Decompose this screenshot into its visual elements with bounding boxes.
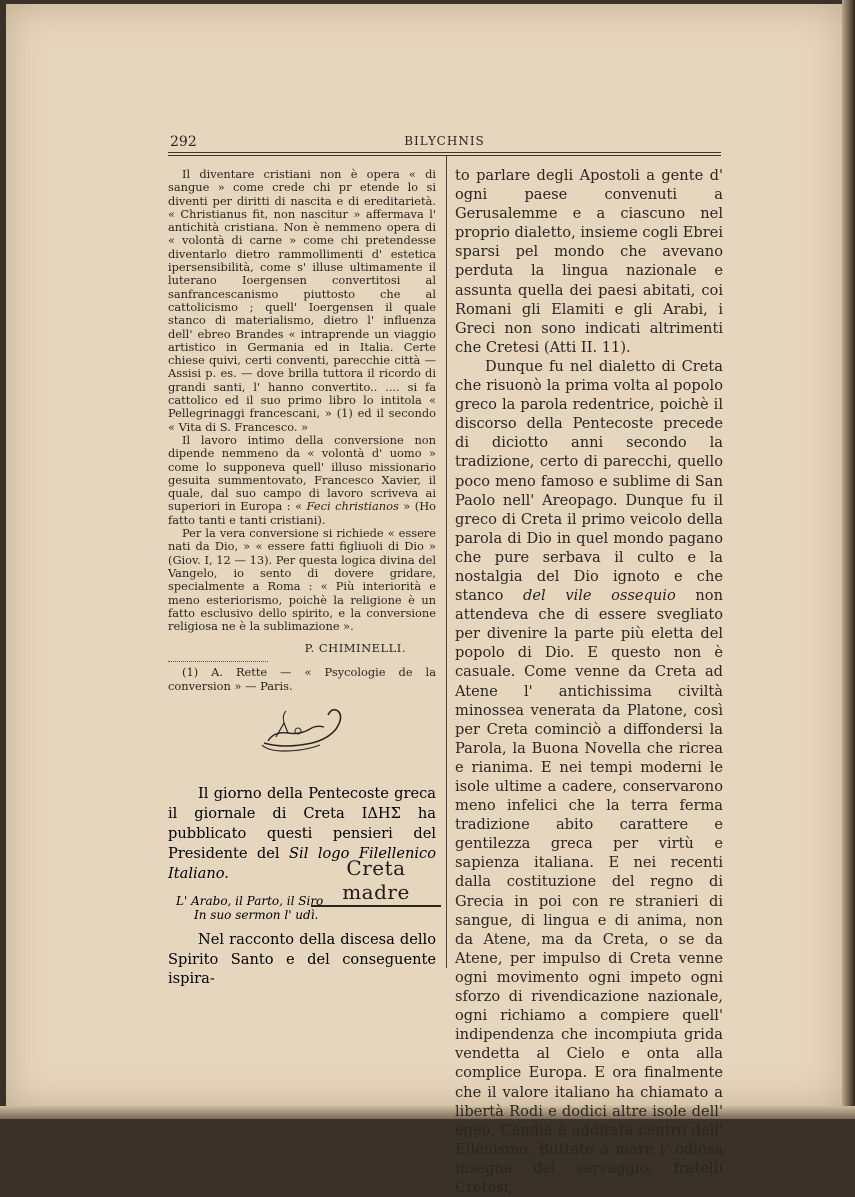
page-edge-right [842, 0, 855, 1119]
article-opening: Nel racconto della discesa dello Spirito Santo e del conseguente ispira- [168, 931, 436, 987]
italic-phrase: Feci christianos [306, 499, 399, 514]
right-paragraph-1: to parlare degli Apostoli a gente d' ogni paese convenuti a Gerusalemme e a ciascuno nel proprio dialetto, insieme cogli Ebrei sparsi pel mondo che avevano perduta la lingua nazionale e assunta quella dei paesi abitati, coi Romani gli Elamiti e gli Arabi, i Greci non sono indicati altrimenti che Cretesi (Atti II. 11). [455, 167, 723, 356]
running-header [168, 130, 721, 150]
journal-title: BILYCHNIS [404, 134, 485, 148]
oil-lamp-ornament [254, 705, 350, 755]
epigraph: L' Arabo, il Parto, il Siro In suo sermon l' udì. [176, 894, 324, 922]
left-column [168, 168, 436, 755]
right-column [455, 166, 723, 1197]
author-signature: P. CHIMINELLI. [304, 641, 406, 656]
footnote: (1) A. Rette — « Psycologie de la conversion » — Paris. [168, 665, 436, 693]
left-paragraph-3: Per la vera conversione si richiede « essere nati da Dio, » « essere fatti figliuoli di Dio » (Giov. I, 12 — 13). Per questa logica divina del Vangelo, io sento di dovere gridare, specialmente a Roma : « Più interiorità e meno esteriorismo, poichè la religione è un fatto esclusivo dello spirito, e la conversione religiosa ne è la sublimazione ». [168, 526, 436, 634]
header-rule [168, 152, 721, 153]
page-number: 292 [170, 134, 197, 150]
footnote-rule [168, 661, 268, 662]
header-rule-second [168, 155, 721, 156]
left-paragraph-1: Il diventare cristiani non è opera « di sangue » come crede chi pr etende lo si diventi per diritti di nascita e di ereditarietà. « Christianus fit, non nascitur » affermava l' antichità cristiana. Non è nemmeno opera di « volontà di carne » come chi pretendesse diventarlo dietro rammollimenti d' estetica ipersensibilità, come s' illuse ultimamente il luterano Ioergensen convertitosi al sanfrancescanismo piuttosto che al cattolicismo ; quell' Ioergensen il quale stanco di materialismo, dietro l' influenza dell' ebreo Brandes « intraprende un viaggio artistico in Germania ed in Italia. Certe chiese quivi, certi conventi, parecchie città — Assisi p. es. — dove brilla tuttora il ricordo di grandi santi, l' hanno convertito.. .... si fa cattolico ed il suo primo libro lo intitola « Pellegrinaggi francescani, » (1) ed il secondo « Vita di S. Francesco. » [168, 167, 436, 434]
page-edge-bottom [0, 1106, 855, 1119]
left-paragraph-2: Il lavoro intimo della conversione non dipende nemmeno da « volontà d' uomo » come lo supponeva quell' illuso missionario gesuita summentovato, Francesco Xavier, il quale, dal suo campo di lavoro scriveva ai superiori in Europa : « Feci christianos » (Ho fatto tanti e tanti cristiani). [168, 432, 436, 527]
article-title: Creta madre [311, 856, 441, 907]
column-divider [446, 156, 447, 968]
intro-note: Il giorno della Pentecoste greca il giornale di Creta ΙΔΗΣ ha pubblicato questi pensieri del Presidente del Sil logo Filellenico Italiano. [168, 785, 436, 882]
right-paragraph-2: Dunque fu nel dialetto di Creta che risuonò la prima volta al popolo greco la parola redentrice, poichè il discorso della Pentecoste precede di diciotto anni secondo la tradizione, certo di parecchi, quello poco meno famoso e sublime di San Paolo nell' Areopago. Dunque fu il greco di Creta il primo veicolo della parola di Dio in quel mondo pagano che pure serbava il culto e la nostalgia del Dio ignoto e che stanco del vile ossequio non attendeva che di essere svegliato per divenire la parte più eletta del popolo di Dio. E questo non è casuale. Come venne da Creta ad Atene l' antichissima civiltà minossea venerata da Platone, così per Creta cominciò a diffondersi la Parola, la Buona Novella che ricrea e rianima. E nei tempi moderni le isole ultime a cadere, conservarono meno infelici che la terra ferma tradizione abito carattere e gentilezza greca per virtù e sapienza italiana. E nei recenti dalla costituzione del regno di Grecia in poi con re stranieri di sangue, di lingua e di anima, non da Atene, ma da Creta, o se da Atene, per impulso di Creta venne ogni movimento ogni impeto ogni sforzo di rivendicazione nazionale, ogni richiamo a compiere quell' indipendenza che incompiuta grida vendetta al Cielo e onta alla complice Europa. E ora finalmente che il valore italiano ha chiamato a libertà Rodi e dodici altre isole dell' egeo, Candia è additata centro dell' Ellenismo. Buttate a mare l' odiosa insegna del servaggio, fratelli Cretesi, [455, 357, 723, 1196]
